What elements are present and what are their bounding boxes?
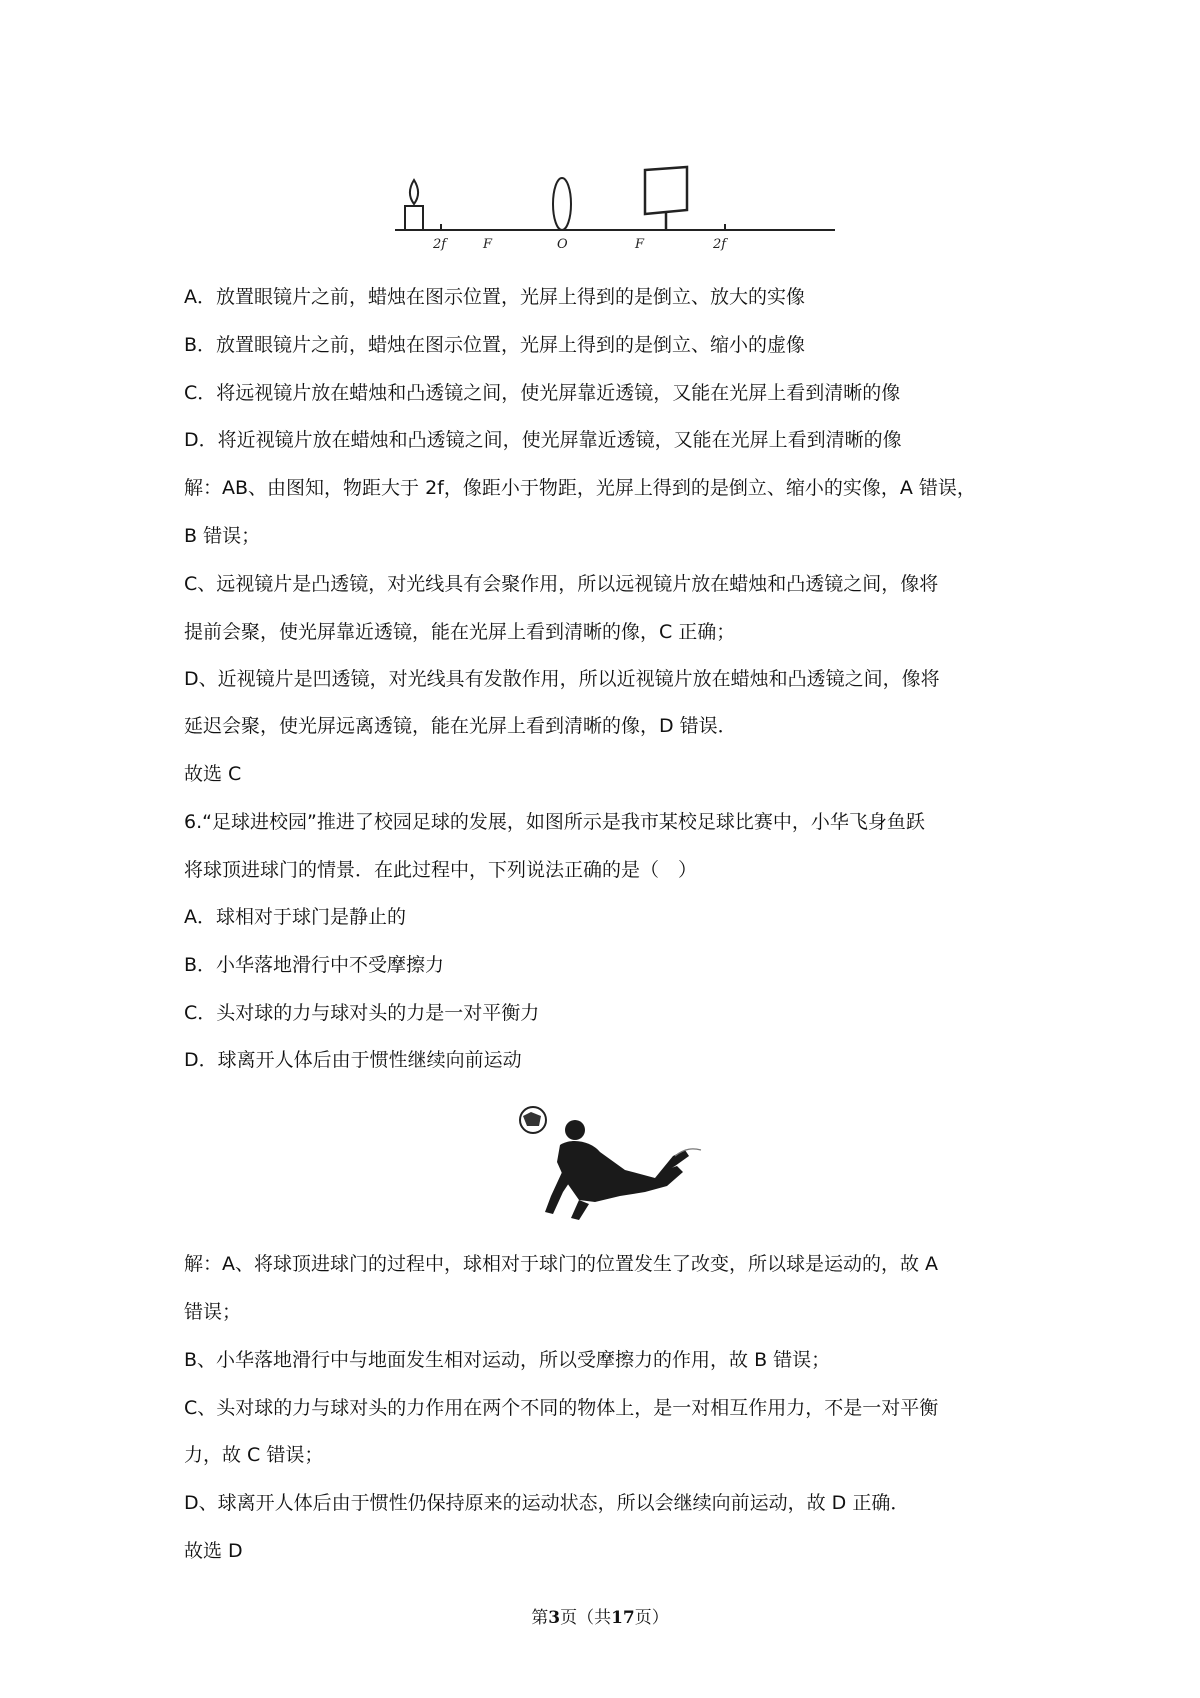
- q6-solution-line: C、头对球的力与球对头的力作用在两个不同的物体上，是一对相互作用力，不是一对平衡: [184, 1397, 939, 1419]
- q5-answer: 故选 C: [184, 763, 242, 785]
- q5-solution-line: B 错误；: [184, 525, 261, 547]
- q5-option-a: A．放置眼镜片之前，蜡烛在图示位置，光屏上得到的是倒立、放大的实像: [184, 286, 805, 308]
- q5-option-b: B．放置眼镜片之前，蜡烛在图示位置，光屏上得到的是倒立、缩小的虚像: [184, 334, 806, 356]
- q6-option-d: D．球离开人体后由于惯性继续向前运动: [184, 1049, 522, 1071]
- footer-total-pages: 17: [611, 1608, 635, 1628]
- q6-solution-line: 解：A、将球顶进球门的过程中，球相对于球门的位置发生了改变，所以球是运动的，故 A: [184, 1253, 939, 1275]
- q6-solution-line: 错误；: [184, 1301, 242, 1323]
- footer-page-number: 3: [548, 1608, 561, 1628]
- tick-label-2f-left: 2f: [433, 237, 447, 252]
- q5-option-d: D．将近视镜片放在蜡烛和凸透镜之间，使光屏靠近透镜，又能在光屏上看到清晰的像: [184, 429, 902, 451]
- page-footer: [0, 1603, 1200, 1628]
- q6-solution-line: B、小华落地滑行中与地面发生相对运动，所以受摩擦力的作用，故 B 错误；: [184, 1349, 831, 1371]
- q6-solution-line: 力，故 C 错误；: [184, 1444, 324, 1466]
- soccer-player-illustration: [515, 1100, 705, 1230]
- candle-icon: [405, 180, 423, 230]
- q6-option-a: A．球相对于球门是静止的: [184, 906, 406, 928]
- q5-solution-line: C、远视镜片是凸透镜，对光线具有会聚作用，所以远视镜片放在蜡烛和凸透镜之间，像将: [184, 573, 939, 595]
- q6-stem-line: 将球顶进球门的情景．在此过程中，下列说法正确的是（ ）: [184, 859, 698, 881]
- footer-suffix: 页）: [634, 1608, 669, 1628]
- convex-lens-icon: [553, 178, 571, 230]
- optical-bench-diagram: [395, 162, 835, 252]
- q5-solution-line: 解：AB、由图知，物距大于 2f，像距小于物距，光屏上得到的是倒立、缩小的实像，A 错误，: [184, 477, 976, 499]
- footer-middle: 页（共: [560, 1608, 612, 1628]
- q6-solution-line: D、球离开人体后由于惯性仍保持原来的运动状态，所以会继续向前运动，故 D 正确．: [184, 1492, 910, 1514]
- tick-label-2f-right: 2f: [713, 237, 727, 252]
- light-screen-icon: [645, 167, 687, 230]
- tick-label-f-left: F: [483, 237, 493, 252]
- footer-prefix: 第: [531, 1608, 549, 1628]
- tick-label-f-right: F: [635, 237, 645, 252]
- q6-answer: 故选 D: [184, 1540, 243, 1562]
- player-silhouette-icon: [545, 1120, 689, 1220]
- q5-option-c: C．将远视镜片放在蜡烛和凸透镜之间，使光屏靠近透镜，又能在光屏上看到清晰的像: [184, 382, 901, 404]
- q5-solution-line: D、近视镜片是凹透镜，对光线具有发散作用，所以近视镜片放在蜡烛和凸透镜之间，像将: [184, 668, 940, 690]
- q5-solution-line: 延迟会聚，使光屏远离透镜，能在光屏上看到清晰的像，D 错误．: [184, 715, 737, 737]
- tick-label-o: O: [557, 237, 568, 252]
- q6-option-b: B．小华落地滑行中不受摩擦力: [184, 954, 445, 976]
- q5-solution-line: 提前会聚，使光屏靠近透镜，能在光屏上看到清晰的像，C 正确；: [184, 621, 736, 643]
- q6-option-c: C．头对球的力与球对头的力是一对平衡力: [184, 1002, 540, 1024]
- soccer-ball-icon: [520, 1107, 546, 1133]
- q6-stem-line: 6.“足球进校园”推进了校园足球的发展，如图所示是我市某校足球比赛中，小华飞身鱼跃: [184, 811, 925, 833]
